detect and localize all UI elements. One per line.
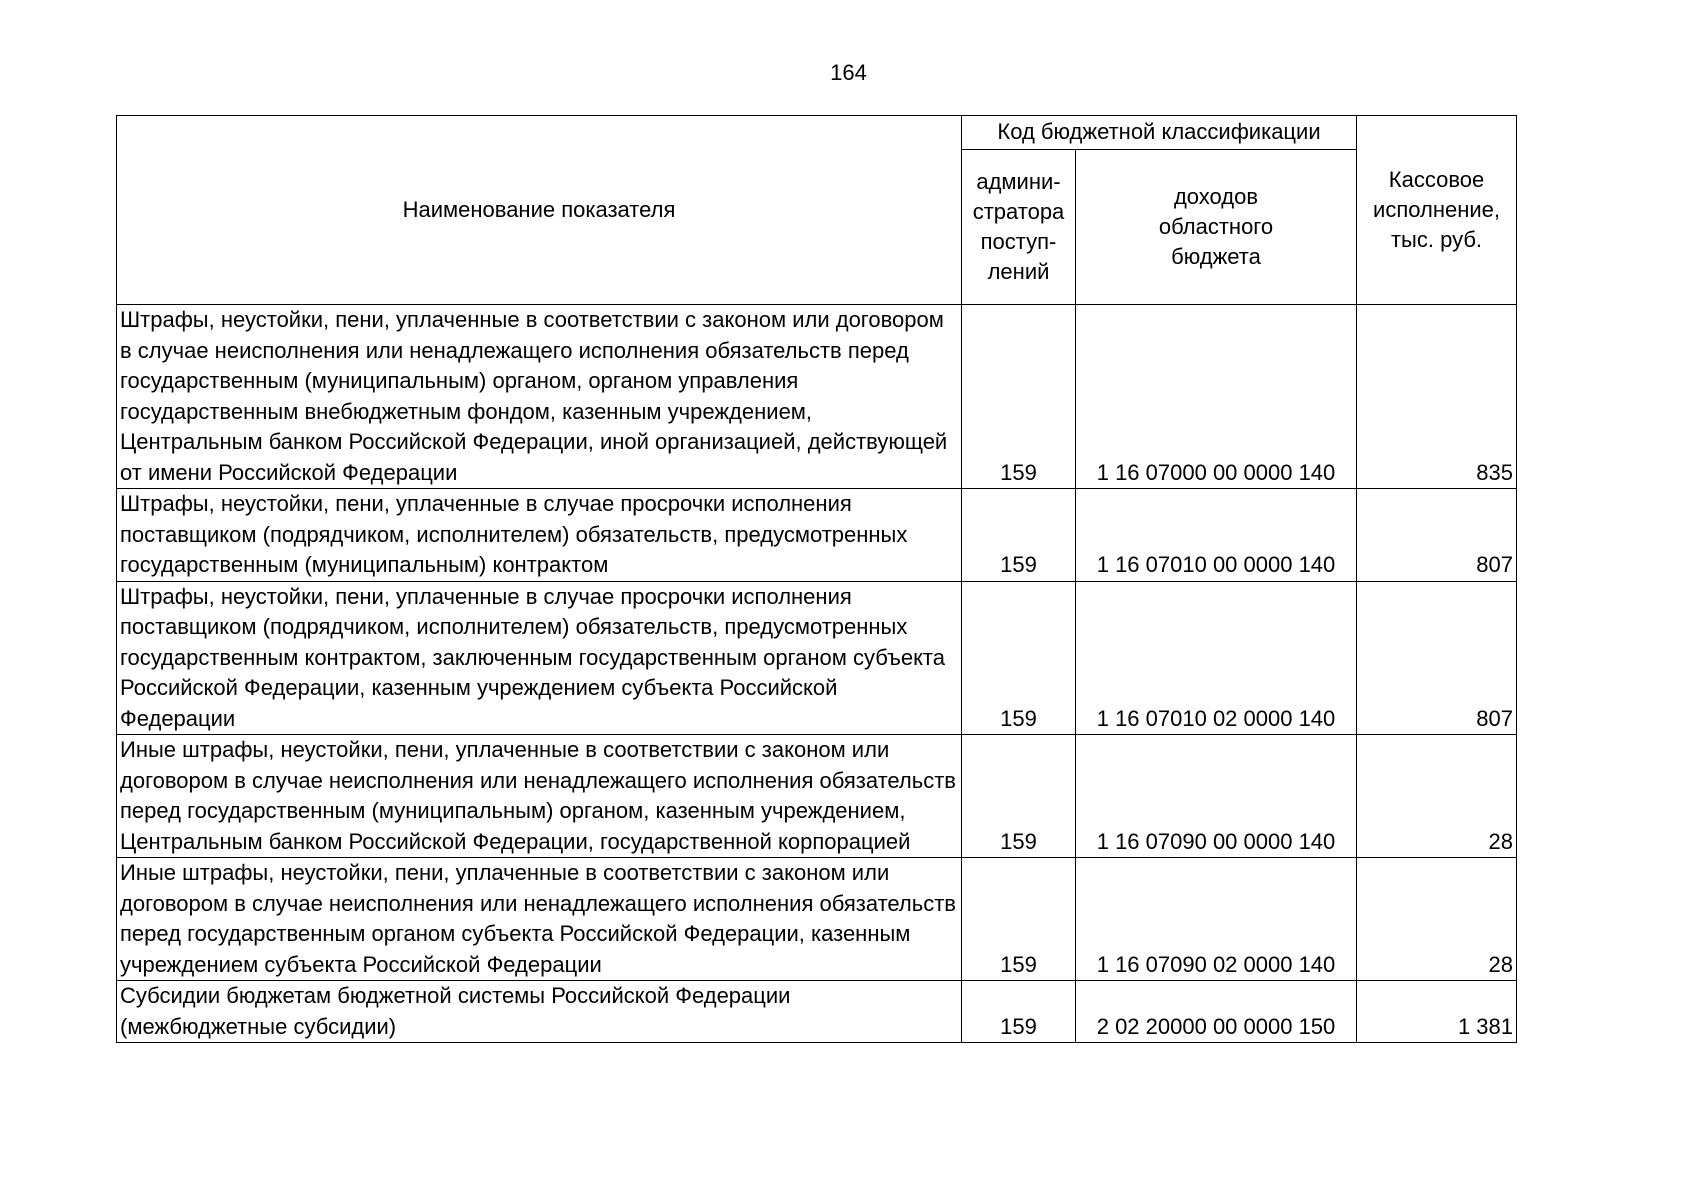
row-amount: 807 <box>1357 489 1517 582</box>
row-admin-code: 159 <box>962 981 1076 1043</box>
budget-table <box>116 115 1517 1043</box>
row-amount: 835 <box>1357 305 1517 489</box>
table-row <box>117 735 1517 858</box>
row-income-code: 1 16 07000 00 0000 140 <box>1076 305 1357 489</box>
header-amount <box>1357 116 1517 305</box>
row-amount: 1 381 <box>1357 981 1517 1043</box>
row-admin-code: 159 <box>962 581 1076 735</box>
row-income-code: 1 16 07010 00 0000 140 <box>1076 489 1357 582</box>
header-code-group: Код бюджетной классификации <box>962 116 1357 150</box>
row-admin-code: 159 <box>962 735 1076 858</box>
row-income-code: 1 16 07090 00 0000 140 <box>1076 735 1357 858</box>
table-row <box>117 489 1517 582</box>
header-income <box>1076 150 1357 305</box>
table-row <box>117 305 1517 489</box>
row-amount: 28 <box>1357 735 1517 858</box>
row-income-code: 1 16 07090 02 0000 140 <box>1076 858 1357 981</box>
row-income-code: 2 02 20000 00 0000 150 <box>1076 981 1357 1043</box>
row-name: Иные штрафы, неустойки, пени, уплаченные в соответствии с законом или договором в случае неисполнения или ненадлежащего исполнения обязательств перед государственным (муниципальным) органом, казенным учреждением, Центральным банком Российской Федерации, государственной корпорацией <box>117 735 962 858</box>
header-name: Наименование показателя <box>117 116 962 305</box>
row-name: Субсидии бюджетам бюджетной системы Российской Федерации (межбюджетные субсидии) <box>117 981 962 1043</box>
row-admin-code: 159 <box>962 305 1076 489</box>
table-row <box>117 981 1517 1043</box>
table-row <box>117 858 1517 981</box>
row-amount: 28 <box>1357 858 1517 981</box>
row-name: Штрафы, неустойки, пени, уплаченные в случае просрочки исполнения поставщиком (подрядчиком, исполнителем) обязательств, предусмотренных государственным контрактом, заключенным государственным органом субъекта Российской Федерации, казенным учреждением субъекта Российской Федерации <box>117 581 962 735</box>
row-name: Иные штрафы, неустойки, пени, уплаченные в соответствии с законом или договором в случае неисполнения или ненадлежащего исполнения обязательств перед государственным органом субъекта Российской Федерации, казенным учреждением субъекта Российской Федерации <box>117 858 962 981</box>
page-number: 164 <box>830 60 867 85</box>
row-name: Штрафы, неустойки, пени, уплаченные в соответствии с законом или договором в случае неисполнения или ненадлежащего исполнения обязательств перед государственным (муниципальным) органом, органом управления государственным внебюджетным фондом, казенным учреждением, Центральным банком Российской Федерации, иной организацией, действующей от имени Российской Федерации <box>117 305 962 489</box>
row-admin-code: 159 <box>962 489 1076 582</box>
row-amount: 807 <box>1357 581 1517 735</box>
header-admin: админи-стратора поступ-лений <box>962 150 1076 305</box>
row-income-code: 1 16 07010 02 0000 140 <box>1076 581 1357 735</box>
row-admin-code: 159 <box>962 858 1076 981</box>
header-income-text: доходов областного бюджета <box>1158 184 1274 269</box>
table-row <box>117 581 1517 735</box>
header-amount-text: Кассовое исполнение, тыс. руб. <box>1373 167 1500 252</box>
row-name: Штрафы, неустойки, пени, уплаченные в случае просрочки исполнения поставщиком (подрядчиком, исполнителем) обязательств, предусмотренных государственным (муниципальным) контрактом <box>117 489 962 582</box>
